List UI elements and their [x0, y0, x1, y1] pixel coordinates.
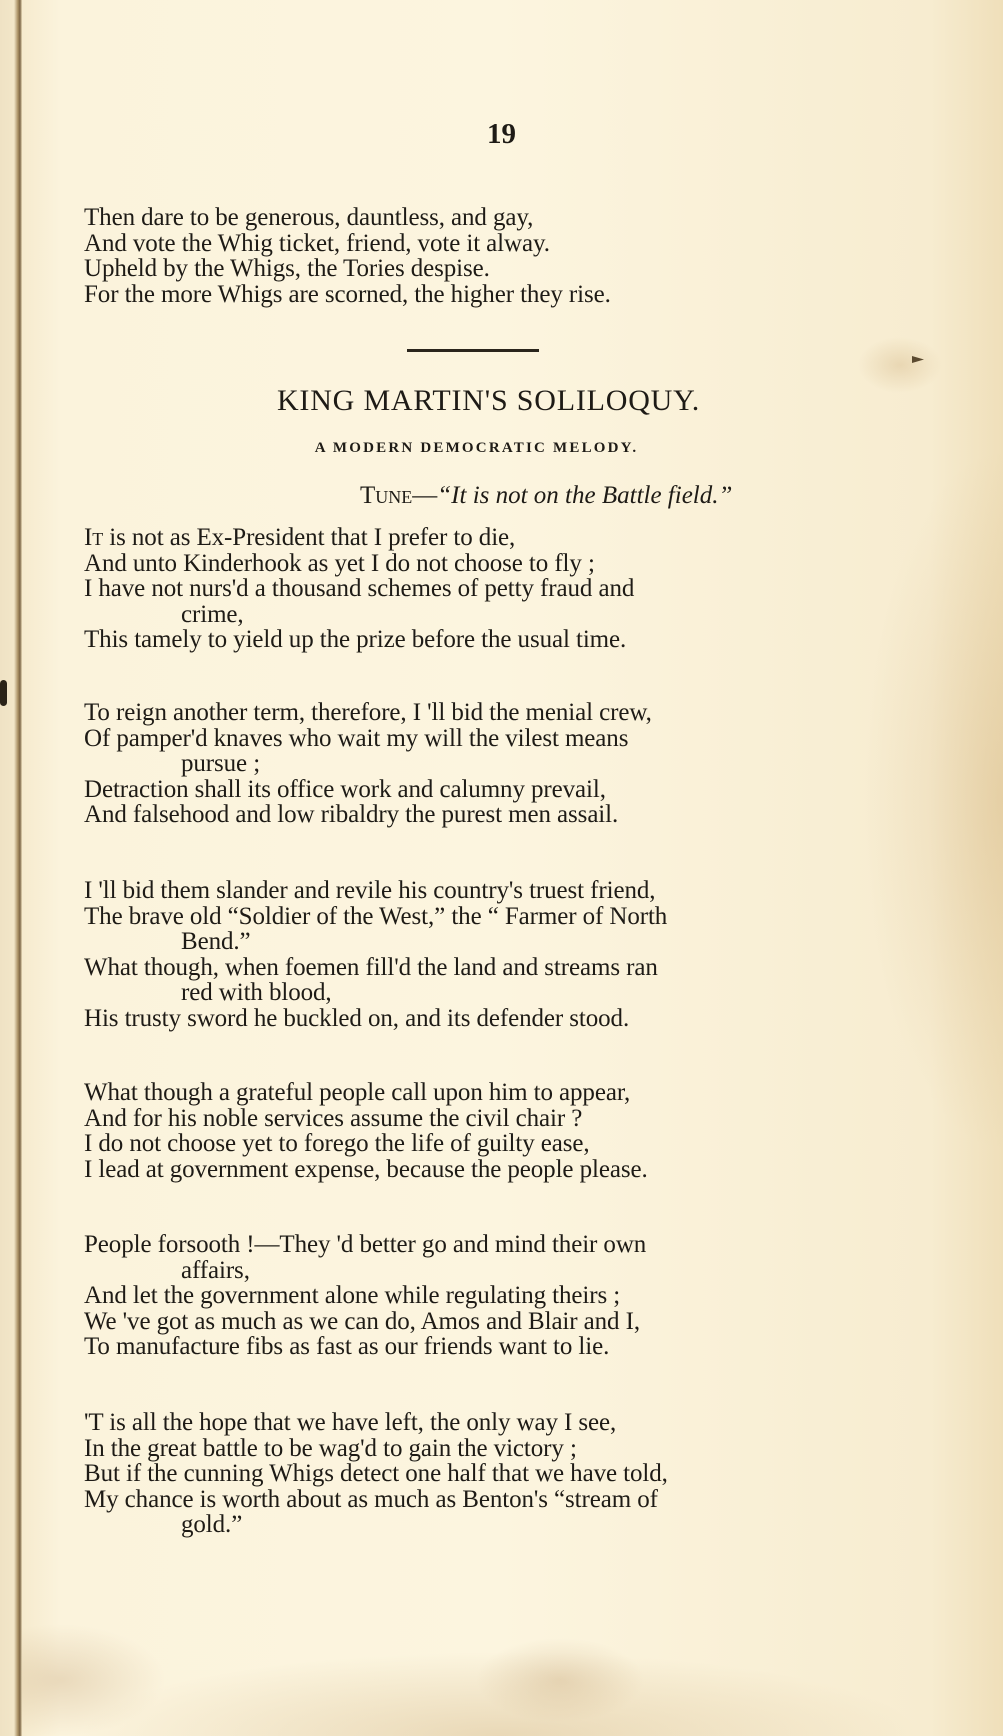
- verse-line: Upheld by the Whigs, the Tories despise.: [84, 255, 490, 282]
- poem-title: KING MARTIN'S SOLILOQUY.: [276, 384, 701, 417]
- verse-line: And falsehood and low ribaldry the purest men assail.: [84, 801, 619, 828]
- verse-line-continued: red with blood,: [181, 979, 332, 1006]
- stanza-3: [84, 878, 914, 1031]
- tune-label: Tune—: [360, 482, 438, 509]
- verse-line: Detraction shall its office work and calumny prevail,: [84, 775, 606, 803]
- verse-line: The brave old “Soldier of the West,” the “ Farmer of North: [84, 902, 668, 930]
- stanza-6: [84, 1410, 914, 1538]
- verse-line: This tamely to yield up the prize before the usual time.: [84, 626, 627, 653]
- verse-line: Of pamper'd knaves who wait my will the vilest means: [84, 724, 629, 752]
- verse-line: But if the cunning Whigs detect one half that we have told,: [84, 1460, 668, 1487]
- page-number: 19: [487, 118, 516, 150]
- verse-line-continued: pursue ;: [181, 750, 261, 777]
- verse-line: People forsooth !—They 'd better go and mind their own: [84, 1231, 647, 1258]
- verse-line: What though a grateful people call upon him to appear,: [84, 1079, 631, 1106]
- section-divider: [407, 349, 539, 352]
- verse-line: We 've got as much as we can do, Amos and Blair and I,: [84, 1307, 640, 1335]
- verse-line: I lead at government expense, because the people please.: [84, 1155, 648, 1183]
- tune-title: “It is not on the Battle field.”: [437, 482, 733, 509]
- verse-line-continued: crime,: [181, 600, 244, 628]
- verse-line: My chance is worth about as much as Benton's “stream of: [84, 1485, 658, 1513]
- verse-line: And vote the Whig ticket, friend, vote it alway.: [84, 229, 550, 257]
- verse-line: 'T is all the hope that we have left, the only way I see,: [84, 1409, 617, 1436]
- verse-line: What though, when foemen fill'd the land and streams ran: [84, 953, 658, 981]
- page-gutter: [0, 0, 22, 1736]
- poem-subtitle: A MODERN DEMOCRATIC MELODY.: [314, 440, 639, 456]
- drop-word: It: [84, 524, 104, 551]
- verse-line: [84, 525, 914, 551]
- verse-line: To manufacture fibs as fast as our friends want to lie.: [84, 1333, 610, 1360]
- verse-line: I do not choose yet to forego the life of guilty ease,: [84, 1130, 590, 1157]
- verse-line: In the great battle to be wag'd to gain the victory ;: [84, 1434, 577, 1462]
- verse-line: To reign another term, therefore, I 'll bid the menial crew,: [84, 699, 652, 726]
- stanza-1: [84, 525, 914, 653]
- verse-line: His trusty sword he buckled on, and its defender stood.: [84, 1004, 630, 1032]
- verse-line-continued: Bend.”: [181, 928, 251, 955]
- verse-line: For the more Whigs are scorned, the higher they rise.: [84, 280, 611, 308]
- stanza-5: [84, 1232, 914, 1360]
- verse-line: And unto Kinderhook as yet I do not choose to fly ;: [84, 549, 595, 577]
- opening-stanza: [84, 205, 914, 307]
- binding-mark: [0, 680, 7, 706]
- verse-text: is not as Ex-President that I prefer to die,: [109, 524, 516, 551]
- verse-line: And let the government alone while regulating theirs ;: [84, 1282, 621, 1309]
- verse-line: I 'll bid them slander and revile his country's truest friend,: [84, 877, 656, 904]
- verse-line: And for his noble services assume the civil chair ?: [84, 1104, 583, 1132]
- verse-line-continued: affairs,: [181, 1256, 250, 1284]
- verse-line: I have not nurs'd a thousand schemes of petty fraud and: [84, 575, 635, 602]
- stanza-2: [84, 700, 914, 828]
- tune-line: [360, 482, 732, 510]
- stanza-4: [84, 1080, 914, 1182]
- ink-speck: [912, 356, 924, 363]
- verse-line-continued: gold.”: [181, 1511, 243, 1538]
- verse-line: Then dare to be generous, dauntless, and gay,: [84, 204, 534, 231]
